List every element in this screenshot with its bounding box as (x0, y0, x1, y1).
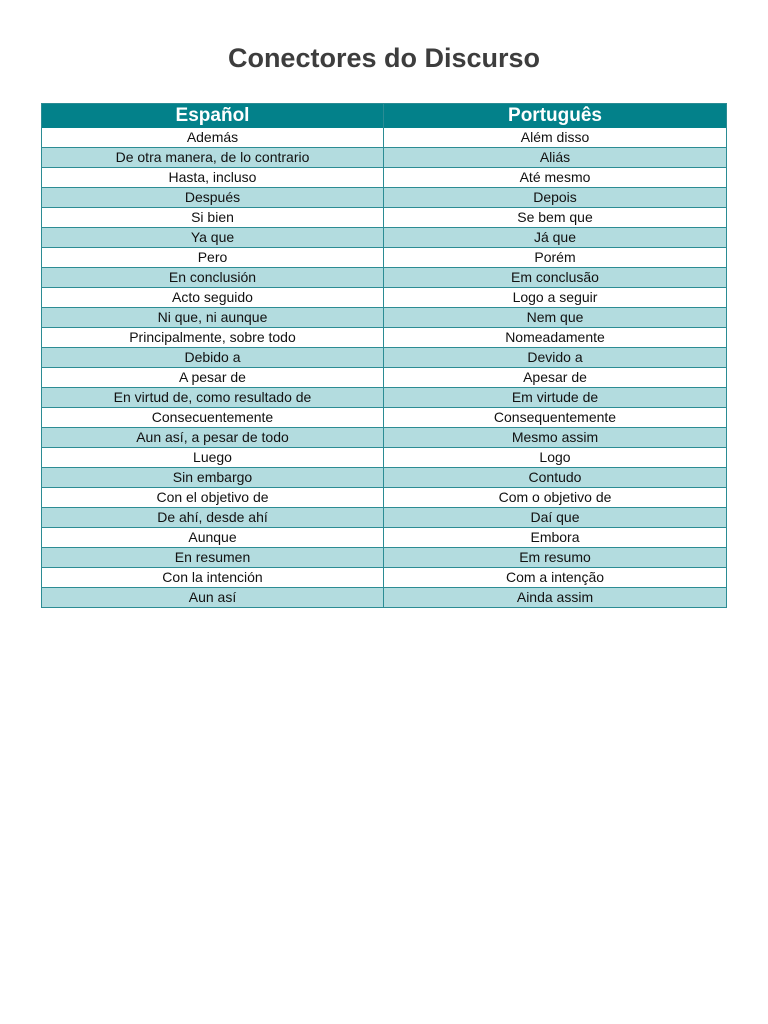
table-row (42, 588, 727, 608)
portuguese-cell: Em virtude de (384, 388, 727, 408)
portuguese-cell: Embora (384, 528, 727, 548)
portuguese-cell: Se bem que (384, 208, 727, 228)
table-row (42, 168, 727, 188)
spanish-cell: Además (42, 128, 384, 148)
spanish-cell: Aun así (42, 588, 384, 608)
table-row (42, 488, 727, 508)
spanish-cell: Debido a (42, 348, 384, 368)
table-body (42, 128, 727, 608)
table-row (42, 128, 727, 148)
portuguese-cell: Aliás (384, 148, 727, 168)
spanish-cell: Con la intención (42, 568, 384, 588)
table-row (42, 548, 727, 568)
spanish-cell: Después (42, 188, 384, 208)
spanish-cell: En virtud de, como resultado de (42, 388, 384, 408)
spanish-cell: De ahí, desde ahí (42, 508, 384, 528)
portuguese-cell: Contudo (384, 468, 727, 488)
spanish-cell: Consecuentemente (42, 408, 384, 428)
page-title: Conectores do Discurso (227, 43, 541, 73)
spanish-cell: Aunque (42, 528, 384, 548)
portuguese-cell: Nomeadamente (384, 328, 727, 348)
table-header-row (42, 104, 727, 129)
spanish-cell: Luego (42, 448, 384, 468)
table-row (42, 328, 727, 348)
portuguese-cell: Com o objetivo de (384, 488, 727, 508)
spanish-cell: Acto seguido (42, 288, 384, 308)
table-row (42, 568, 727, 588)
portuguese-cell: Consequentemente (384, 408, 727, 428)
table-row (42, 348, 727, 368)
portuguese-cell: Mesmo assim (384, 428, 727, 448)
table-row (42, 528, 727, 548)
spanish-cell: En conclusión (42, 268, 384, 288)
portuguese-cell: Logo a seguir (384, 288, 727, 308)
portuguese-cell: Com a intenção (384, 568, 727, 588)
portuguese-cell: Em resumo (384, 548, 727, 568)
table-row (42, 188, 727, 208)
spanish-cell: A pesar de (42, 368, 384, 388)
spanish-cell: Ni que, ni aunque (42, 308, 384, 328)
portuguese-cell: Em conclusão (384, 268, 727, 288)
spanish-cell: De otra manera, de lo contrario (42, 148, 384, 168)
portuguese-cell: Daí que (384, 508, 727, 528)
connectors-table-container (41, 103, 726, 608)
column-header-portuguese: Português (384, 104, 727, 129)
spanish-cell: Aun así, a pesar de todo (42, 428, 384, 448)
table-row (42, 308, 727, 328)
table-row (42, 468, 727, 488)
portuguese-cell: Logo (384, 448, 727, 468)
portuguese-cell: Apesar de (384, 368, 727, 388)
table-row (42, 428, 727, 448)
table-row (42, 268, 727, 288)
spanish-cell: Hasta, incluso (42, 168, 384, 188)
portuguese-cell: Depois (384, 188, 727, 208)
portuguese-cell: Ainda assim (384, 588, 727, 608)
spanish-cell: Sin embargo (42, 468, 384, 488)
table-row (42, 508, 727, 528)
table-row (42, 248, 727, 268)
table-row (42, 208, 727, 228)
portuguese-cell: Porém (384, 248, 727, 268)
connectors-table (41, 103, 727, 608)
table-row (42, 388, 727, 408)
portuguese-cell: Além disso (384, 128, 727, 148)
table-row (42, 448, 727, 468)
spanish-cell: Con el objetivo de (42, 488, 384, 508)
portuguese-cell: Nem que (384, 308, 727, 328)
table-row (42, 288, 727, 308)
portuguese-cell: Devido a (384, 348, 727, 368)
spanish-cell: En resumen (42, 548, 384, 568)
column-header-spanish: Español (42, 104, 384, 129)
table-row (42, 228, 727, 248)
spanish-cell: Pero (42, 248, 384, 268)
spanish-cell: Principalmente, sobre todo (42, 328, 384, 348)
portuguese-cell: Até mesmo (384, 168, 727, 188)
spanish-cell: Ya que (42, 228, 384, 248)
table-row (42, 368, 727, 388)
table-row (42, 148, 727, 168)
portuguese-cell: Já que (384, 228, 727, 248)
spanish-cell: Si bien (42, 208, 384, 228)
table-row (42, 408, 727, 428)
